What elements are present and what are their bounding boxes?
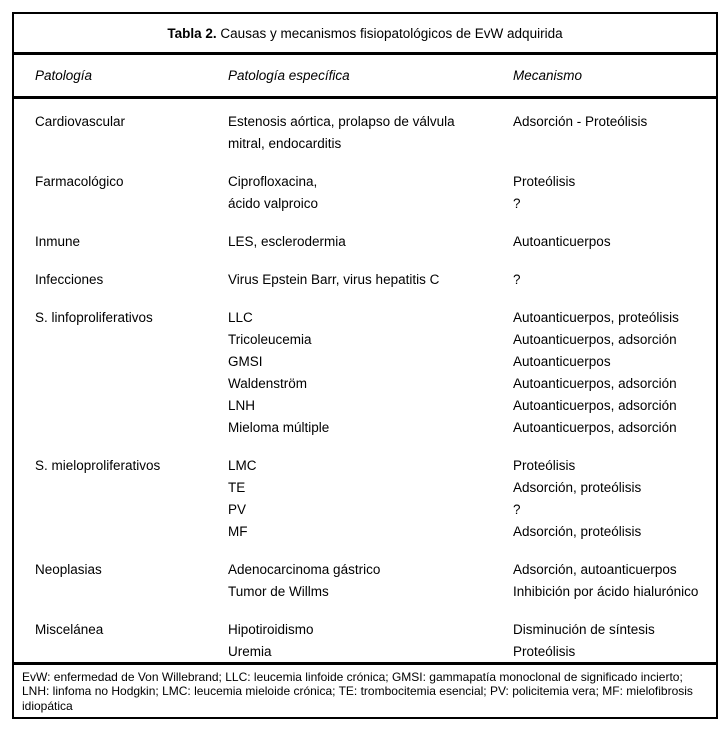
specifics-cell [228, 559, 513, 603]
specific-line: mitral, endocarditis [228, 136, 342, 151]
specific-line: LES, esclerodermia [228, 234, 346, 249]
specifics-cell [228, 619, 513, 663]
specific-line: Adenocarcinoma gástrico [228, 562, 381, 577]
specific-line: ácido valproico [228, 196, 319, 211]
table-frame [12, 12, 718, 719]
specific-line: LMC [228, 458, 257, 473]
table-row-mieloproliferativos [35, 455, 712, 543]
mechanism-line: Inhibición por ácido hialurónico [513, 584, 699, 599]
table-row-miscelanea [35, 619, 712, 663]
mechanism-line: Autoanticuerpos [513, 354, 611, 369]
mechanisms-cell [513, 231, 712, 253]
table-title [14, 14, 716, 55]
table-footnote [14, 665, 716, 718]
mechanisms-cell [513, 307, 712, 439]
specific-line: Waldenström [228, 376, 308, 391]
footnote-line: idiopática [22, 698, 73, 713]
column-header-patologia-especifica: Patología específica [228, 68, 350, 83]
table-row-inmune [35, 231, 712, 253]
table-row-linfoproliferativos [35, 307, 712, 439]
specific-line: GMSI [228, 354, 263, 369]
table-row-farmacologico [35, 171, 712, 215]
mechanism-line: Disminución de síntesis [513, 622, 655, 637]
mechanism-line: Autoanticuerpos [513, 234, 611, 249]
mechanisms-cell [513, 111, 712, 155]
specific-line: Virus Epstein Barr, virus hepatitis C [228, 272, 440, 287]
mechanism-line: ? [513, 272, 521, 287]
pathology-cell: Neoplasias [35, 562, 102, 577]
table-title-number: Tabla 2. [167, 25, 217, 41]
pathology-cell: Cardiovascular [35, 114, 126, 129]
column-header-patologia: Patología [35, 68, 93, 83]
pathology-cell: Infecciones [35, 272, 104, 287]
table-row-cardiovascular [35, 111, 712, 155]
specific-line: Tricoleucemia [228, 332, 312, 347]
mechanism-line: Adsorción - Proteólisis [513, 114, 648, 129]
mechanism-line: Proteólisis [513, 174, 576, 189]
mechanism-line: Proteólisis [513, 644, 576, 659]
specific-line: MF [228, 524, 248, 539]
specific-line: LLC [228, 310, 253, 325]
mechanism-line: Adsorción, autoanticuerpos [513, 562, 677, 577]
specifics-cell [228, 231, 513, 253]
specific-line: Uremia [228, 644, 272, 659]
specific-line: Ciprofloxacina, [228, 174, 318, 189]
table-row-neoplasias [35, 559, 712, 603]
table-body [14, 99, 716, 665]
specific-line: TE [228, 480, 246, 495]
mechanism-line: ? [513, 502, 521, 517]
mechanism-line: Autoanticuerpos, proteólisis [513, 310, 679, 325]
mechanism-line: Autoanticuerpos, adsorción [513, 376, 677, 391]
mechanisms-cell [513, 455, 712, 543]
specific-line: LNH [228, 398, 256, 413]
specifics-cell [228, 171, 513, 215]
mechanisms-cell [513, 171, 712, 215]
footnote-line: LNH: linfoma no Hodgkin; LMC: leucemia mieloide crónica; TE: trombocitemia esencial; PV: policitemia vera; MF: mielofibrosis [22, 684, 693, 698]
mechanisms-cell [513, 269, 712, 291]
footnote-line: EvW: enfermedad de Von Willebrand; LLC: leucemia linfoide crónica; GMSI: gammapatía monoclonal de significado incierto; [22, 669, 683, 684]
specific-line: Estenosis aórtica, prolapso de válvula [228, 114, 455, 129]
pathology-cell: S. linfoproliferativos [35, 310, 153, 325]
mechanism-line: Autoanticuerpos, adsorción [513, 398, 677, 413]
mechanism-line: Adsorción, proteólisis [513, 480, 642, 495]
specific-line: Tumor de Willms [228, 584, 329, 599]
specifics-cell [228, 111, 513, 155]
mechanism-line: Autoanticuerpos, adsorción [513, 420, 677, 435]
table-title-text: Causas y mecanismos fisiopatológicos de EvW adquirida [216, 25, 563, 41]
column-header-row [14, 55, 716, 99]
mechanism-line: Autoanticuerpos, adsorción [513, 332, 677, 347]
specifics-cell [228, 455, 513, 543]
pathology-cell: Miscelánea [35, 622, 104, 637]
mechanism-line: Proteólisis [513, 458, 576, 473]
specific-line: Mieloma múltiple [228, 420, 330, 435]
pathology-cell: Farmacológico [35, 174, 124, 189]
mechanisms-cell [513, 559, 712, 603]
specifics-cell [228, 307, 513, 439]
mechanisms-cell [513, 619, 712, 663]
pathology-cell: Inmune [35, 234, 81, 249]
pathology-cell: S. mieloproliferativos [35, 458, 161, 473]
specific-line: PV [228, 502, 247, 517]
column-header-mecanismo: Mecanismo [513, 68, 583, 83]
table-row-infecciones [35, 269, 712, 291]
mechanism-line: ? [513, 196, 521, 211]
specific-line: Hipotiroidismo [228, 622, 314, 637]
mechanism-line: Adsorción, proteólisis [513, 524, 642, 539]
specifics-cell [228, 269, 513, 291]
